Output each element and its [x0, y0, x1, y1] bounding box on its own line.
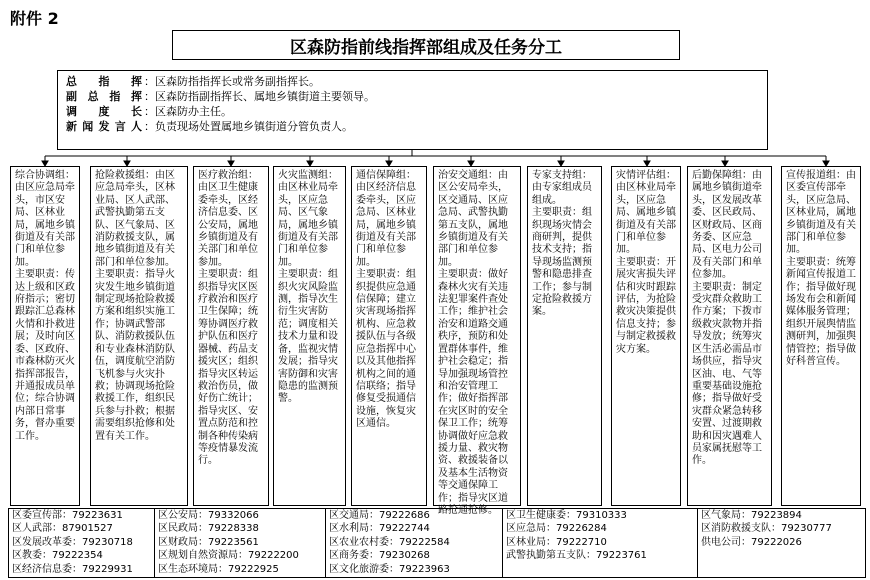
contact-entry: 区商务委：79230268	[329, 550, 430, 562]
leadership-role: 总 指 挥	[66, 75, 142, 88]
contact-entry: 供电公司：79222026	[701, 536, 802, 548]
contact-entry: 区财政局：79223561	[158, 536, 259, 548]
group-text: 抢险救援组：由区应急局牵头，区林业局、区人武部、武警执勤第五支队、区气象局、区消防救援支队，属地乡镇街道及有关部门和单位参加。 主要职责：指导火灾发生地乡镇街道制定现场抢险救援方案和组织实施工作；协调武警部队、消防救援队伍和专业森林消防队伍，调度航空消防飞机参与火灾扑救；协调现场抢险救援工作，组织民兵参与扑救；根据需要组织抢修和处置有关工作。	[95, 170, 175, 442]
page-title: 区森防指前线指挥部组成及任务分工	[172, 30, 680, 60]
contact-entry: 区卫生健康委：79310333	[506, 510, 627, 521]
appendix-label: 附件 2	[10, 9, 59, 28]
contact-entry: 区民政局：79228338	[158, 523, 259, 535]
contact-entry: 区教委：79222354	[12, 550, 103, 562]
contact-entry: 区经济信息委：79229931	[12, 563, 133, 575]
group-medical	[193, 166, 269, 506]
group-publicity	[781, 166, 861, 506]
leadership-role: 新闻发言人	[66, 120, 142, 133]
contact-entry: 区交通局：79222686	[329, 510, 430, 521]
contact-entry: 区林业局：79222710	[506, 536, 607, 548]
contact-table	[8, 508, 866, 578]
contact-column	[9, 509, 133, 577]
leadership-text: ：负责现场处置属地乡镇街道分管负责人。	[144, 120, 353, 133]
contact-column	[698, 509, 832, 577]
group-text: 治安交通组：由区公安局牵头，区交通局、区应急局、武警执勤第五支队，属地乡镇街道及有关部门和单位参加。 主要职责：做好森林火灾有关违法犯罪案件查处工作；维护社会治安和道路交通秩序，预防和处置群体事件，维护社会稳定；指导加强现场管控和治安管理工作；做好指挥部在灾区时的安全保卫工作；统筹协调做好应急救援力量、救灾物资、救援装备以及基本生活物资等交通保障工作；指导灾区道路抢通抢修。	[438, 170, 508, 516]
group-text: 后勤保障组：由属地乡镇街道牵头，区发展改革委、区民政局、区财政局、区商务委、区应急局、区电力公司及有关部门和单位参加。 主要职责：制定受灾群众救助工作方案；下拨市级救灾款物并指导发放；统筹灾区生活必需品市场供应，指导灾区油、电、气等重要基础设施抢修；指导做好受灾群众紧急转移安置、过渡期救助和因灾遇难人员家属抚慰等工作。	[692, 170, 762, 467]
leadership-role: 调 度 长	[66, 105, 142, 118]
contact-entry: 区应急局：79226284	[506, 523, 607, 535]
group-expert	[527, 166, 602, 506]
leadership-text: ：区森防指副指挥长、属地乡镇街道主要领导。	[144, 90, 375, 103]
group-security-traffic	[433, 166, 521, 516]
contact-entry: 区规划自然资源局：79222200	[158, 550, 299, 562]
group-communication	[351, 166, 427, 506]
group-text: 通信保障组：由区经济信息委牵头，区应急局、区林业局，属地乡镇街道及有关部门和单位参加。 主要职责：组织提供应急通信保障；建立灾害现场指挥机构、应急救援队伍与各级应急指挥中心以及其他指挥机构之间的通信联络；指导修复受损通信设施，恢复灾区通信。	[356, 170, 416, 430]
contact-entry: 区人武部：87901527	[12, 523, 113, 535]
group-text: 宣传报道组：由区委宣传部牵头，区应急局、区林业局，属地乡镇街道及有关部门和单位参加。 主要职责：统筹新闻宣传报道工作；指导做好现场发布会和新闻媒体服务管理；组织开展舆情监测研判，加强舆情管控；指导做好科普宣传。	[786, 170, 856, 368]
contact-entry: 区发展改革委：79230718	[12, 536, 133, 548]
group-text: 火灾监测组：由区林业局牵头，区应急局、区气象局，属地乡镇街道及有关部门和单位参加。 主要职责：组织火灾风险监测，指导次生衍生灾害防范；调度相关技术力量和设备，监视灾情发展；指导灾害防御和灾害隐患的监测预警。	[278, 170, 338, 405]
group-logistics	[687, 166, 772, 506]
contact-entry: 区文化旅游委：79223963	[329, 563, 450, 575]
group-text: 综合协调组：由区应急局牵头，市区安局、区林业局，属地乡镇街道及有关部门和单位参加。 主要职责：传达上级和区政府指示；密切跟踪汇总森林火情和扑救进展；及时向区委、区政府、市森林防灭火指挥部报告，并通报成员单位；综合协调内部日常事务，督办重要工作。	[15, 170, 75, 442]
group-monitoring	[273, 166, 346, 506]
contact-entry: 区生态环境局：79222925	[158, 563, 279, 575]
contact-entry: 区公安局：79332066	[158, 510, 259, 521]
contact-entry: 区消防救援支队：79230777	[701, 523, 832, 535]
contact-column	[326, 509, 450, 577]
contact-column	[155, 509, 299, 577]
group-assessment	[611, 166, 681, 506]
leadership-text: ：区森防办主任。	[144, 105, 232, 118]
group-text: 医疗救治组：由区卫生健康委牵头，区经济信息委、区公安局，属地乡镇街道及有关部门和单位参加。 主要职责：组织指导灾区医疗救治和医疗卫生保障；统筹协调医疗救护队伍和医疗器械、药品支援灾区；组织指导灾区转运救治伤员，做好伤亡统计；指导灾区、安置点防范和控制各种传染病等疫情暴发流行。	[198, 170, 258, 467]
group-rescue	[90, 166, 188, 506]
group-text: 灾情评估组：由区林业局牵头，区应急局、属地乡镇街道及有关部门和单位参加。 主要职责：开展灾害损失评估和灾时跟踪评估，为抢险救灾决策提供信息支持；参与制定救援救灾方案。	[616, 170, 676, 355]
contact-entry: 区委宣传部：79223631	[12, 510, 123, 521]
contact-entry: 武警执勤第五支队：79223761	[506, 550, 647, 562]
contact-entry: 区农业农村委：79222584	[329, 536, 450, 548]
contact-column	[503, 509, 647, 577]
contact-entry: 区气象局：79223894	[701, 510, 802, 521]
contact-entry: 区水利局：79222744	[329, 523, 430, 535]
group-coordination	[10, 166, 80, 506]
group-text: 专家支持组：由专家组成员组成。 主要职责：组织现场灾情会商研判，提供技术支持；指导现场监测预警和隐患排查工作；参与制定抢险救援方案。	[532, 170, 592, 318]
leadership-role: 副 总 指 挥	[66, 90, 142, 103]
leadership-text: ：区森防指指挥长或常务副指挥长。	[144, 75, 320, 88]
